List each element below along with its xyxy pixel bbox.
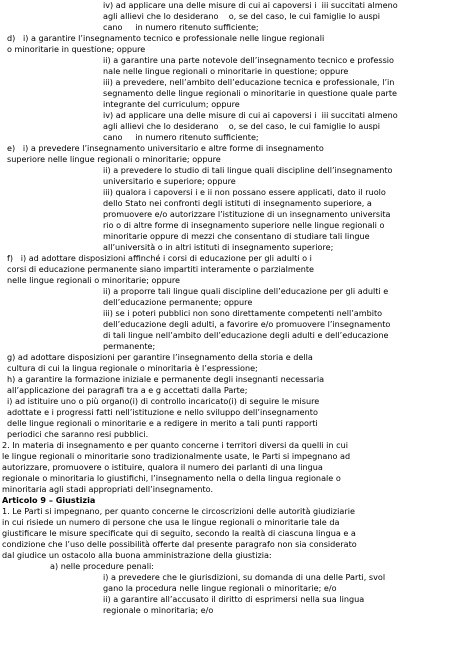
text-line: iv) ad applicare una delle misure di cui ai capoversi i iii succitati almeno [103, 0, 398, 10]
text-line: rio o di altre forme di insegnamento superiore nelle lingue regionali o [103, 220, 385, 230]
text-line: condizione che l’uso delle possibilità offerte dal presente paragrafo non sia considerato [2, 539, 357, 549]
text-line: delle lingue regionali o minoritarie e a redigere in merito a tali punti rapporti [7, 418, 318, 428]
text-line: f) i) ad adottare disposizioni affinché i corsi di educazione per gli adulti o i [7, 253, 312, 263]
text-line: autorizzare, promuovere o istituire, qualora il numero dei parlanti di una lingua [2, 462, 323, 472]
text-line: periodici che saranno resi pubblici. [7, 429, 149, 439]
text-line: regionale o minoritaria lo giustifichi, l’insegnamento nella o della lingua regionale o [2, 473, 341, 483]
text-line: iv) ad applicare una delle misure di cui ai capoversi i iii succitati almeno [103, 110, 398, 120]
text-line: dal giudice un ostacolo alla buona amministrazione della giustizia: [2, 550, 272, 560]
text-line: agli allievi che lo desiderano o, se del caso, le cui famiglie lo auspi [103, 121, 381, 131]
text-line: regionale o minoritaria; e/o [103, 605, 214, 615]
text-line: cano in numero ritenuto sufficiente; [103, 22, 259, 32]
text-line: dell’educazione permanente; oppure [103, 297, 253, 307]
text-line: 1. Le Parti si impegnano, per quanto concerne le circoscrizioni delle autorità giudiziarie [2, 506, 355, 516]
text-line: dello Stato nei confronti degli istituti di insegnamento superiore, a [103, 198, 372, 208]
text-line: in cui risiede un numero di persone che usa le lingue regionali o minoritarie tale da [2, 517, 340, 527]
text-line: corsi di educazione permanente siano impartiti interamente o parzialmente [7, 264, 315, 274]
text-line: le lingue regionali o minoritarie sono tradizionalmente usate, le Parti si impegnano ad [2, 451, 351, 461]
text-line: a) nelle procedure penali: [50, 561, 154, 571]
text-line: nale nelle lingue regionali o minoritarie in questione; oppure [103, 66, 349, 76]
text-line: iii) a prevedere, nell’ambito dell’educazione tecnica e professionale, l’in [103, 77, 395, 87]
article-heading: Articolo 9 – Giustizia [2, 495, 96, 505]
text-line: minoritaria agli stadi appropriati dell’insegnamento. [2, 484, 214, 494]
text-line: iii) qualora i capoversi i e ii non possano essere applicati, dato il ruolo [103, 187, 386, 197]
text-line: agli allievi che lo desiderano o, se del caso, le cui famiglie lo auspi [103, 11, 381, 21]
text-line: g) ad adottare disposizioni per garantire l’insegnamento della storia e della [7, 352, 313, 362]
text-line: segnamento delle lingue regionali o minoritarie in questione quale parte [103, 88, 398, 98]
text-line: ii) a garantire all’accusato il diritto di esprimersi nella sua lingua [103, 594, 365, 604]
text-line: ii) a prevedere lo studio di tali lingue quali discipline dell’insegnamento [103, 165, 393, 175]
text-line: giustificare le misure specificate qui di seguito, secondo la realtà di ciascuna lingua e a [2, 528, 356, 538]
text-line: cano in numero ritenuto sufficiente; [103, 132, 259, 142]
text-line: iii) se i poteri pubblici non sono direttamente competenti nell’ambito [103, 308, 383, 318]
text-line: integrante del curriculum; oppure [103, 99, 240, 109]
text-line: 2. In materia di insegnamento e per quanto concerne i territori diversi da quelli in cui [2, 440, 348, 450]
text-line: cultura di cui la lingua regionale o minoritaria è l’espressione; [7, 363, 258, 373]
text-line: ii) a proporre tali lingue quali discipline dell’educazione per gli adulti e [103, 286, 389, 296]
text-line: d) i) a garantire l’insegnamento tecnico e professionale nelle lingue regionali [7, 33, 325, 43]
text-line: superiore nelle lingue regionali o minoritarie; oppure [7, 154, 221, 164]
text-line: di tali lingue nell’ambito dell’educazione degli adulti e dell’educazione [103, 330, 389, 340]
text-line: o minoritarie in questione; oppure [7, 44, 146, 54]
text-line: permanente; [103, 341, 156, 351]
text-line: nelle lingue regionali o minoritarie; oppure [7, 275, 181, 285]
text-line: gano la procedura nelle lingue regionali o minoritarie; e/o [103, 583, 337, 593]
text-line: all’applicazione dei paragrafi tra a e g accettati dalla Parte; [7, 385, 248, 395]
text-line: all’università o in altri istituti di insegnamento superiore; [103, 242, 334, 252]
text-line: h) a garantire la formazione iniziale e permanente degli insegnanti necessaria [7, 374, 325, 384]
text-line: i) a prevedere che le giurisdizioni, su domanda di una delle Parti, svol [103, 572, 386, 582]
text-line: minoritarie oppure di mezzi che consentano di studiare tali lingue [103, 231, 370, 241]
text-line: promuovere e/o autorizzare l’istituzione di un insegnamento universita [103, 209, 391, 219]
text-line: adottate e i progressi fatti nell’istituzione e nello sviluppo dell’insegnamento [7, 407, 318, 417]
text-line: dell’educazione degli adulti, a favorire e/o promuovere l’insegnamento [103, 319, 391, 329]
text-line: universitario e superiore; oppure [103, 176, 236, 186]
text-line: e) i) a prevedere l’insegnamento universitario e altre forme di insegnamento [7, 143, 324, 153]
text-line: ii) a garantire una parte notevole dell’insegnamento tecnico e professio [103, 55, 395, 65]
text-line: i) ad istituire uno o più organo(i) di controllo incaricato(i) di seguire le misure [7, 396, 320, 406]
